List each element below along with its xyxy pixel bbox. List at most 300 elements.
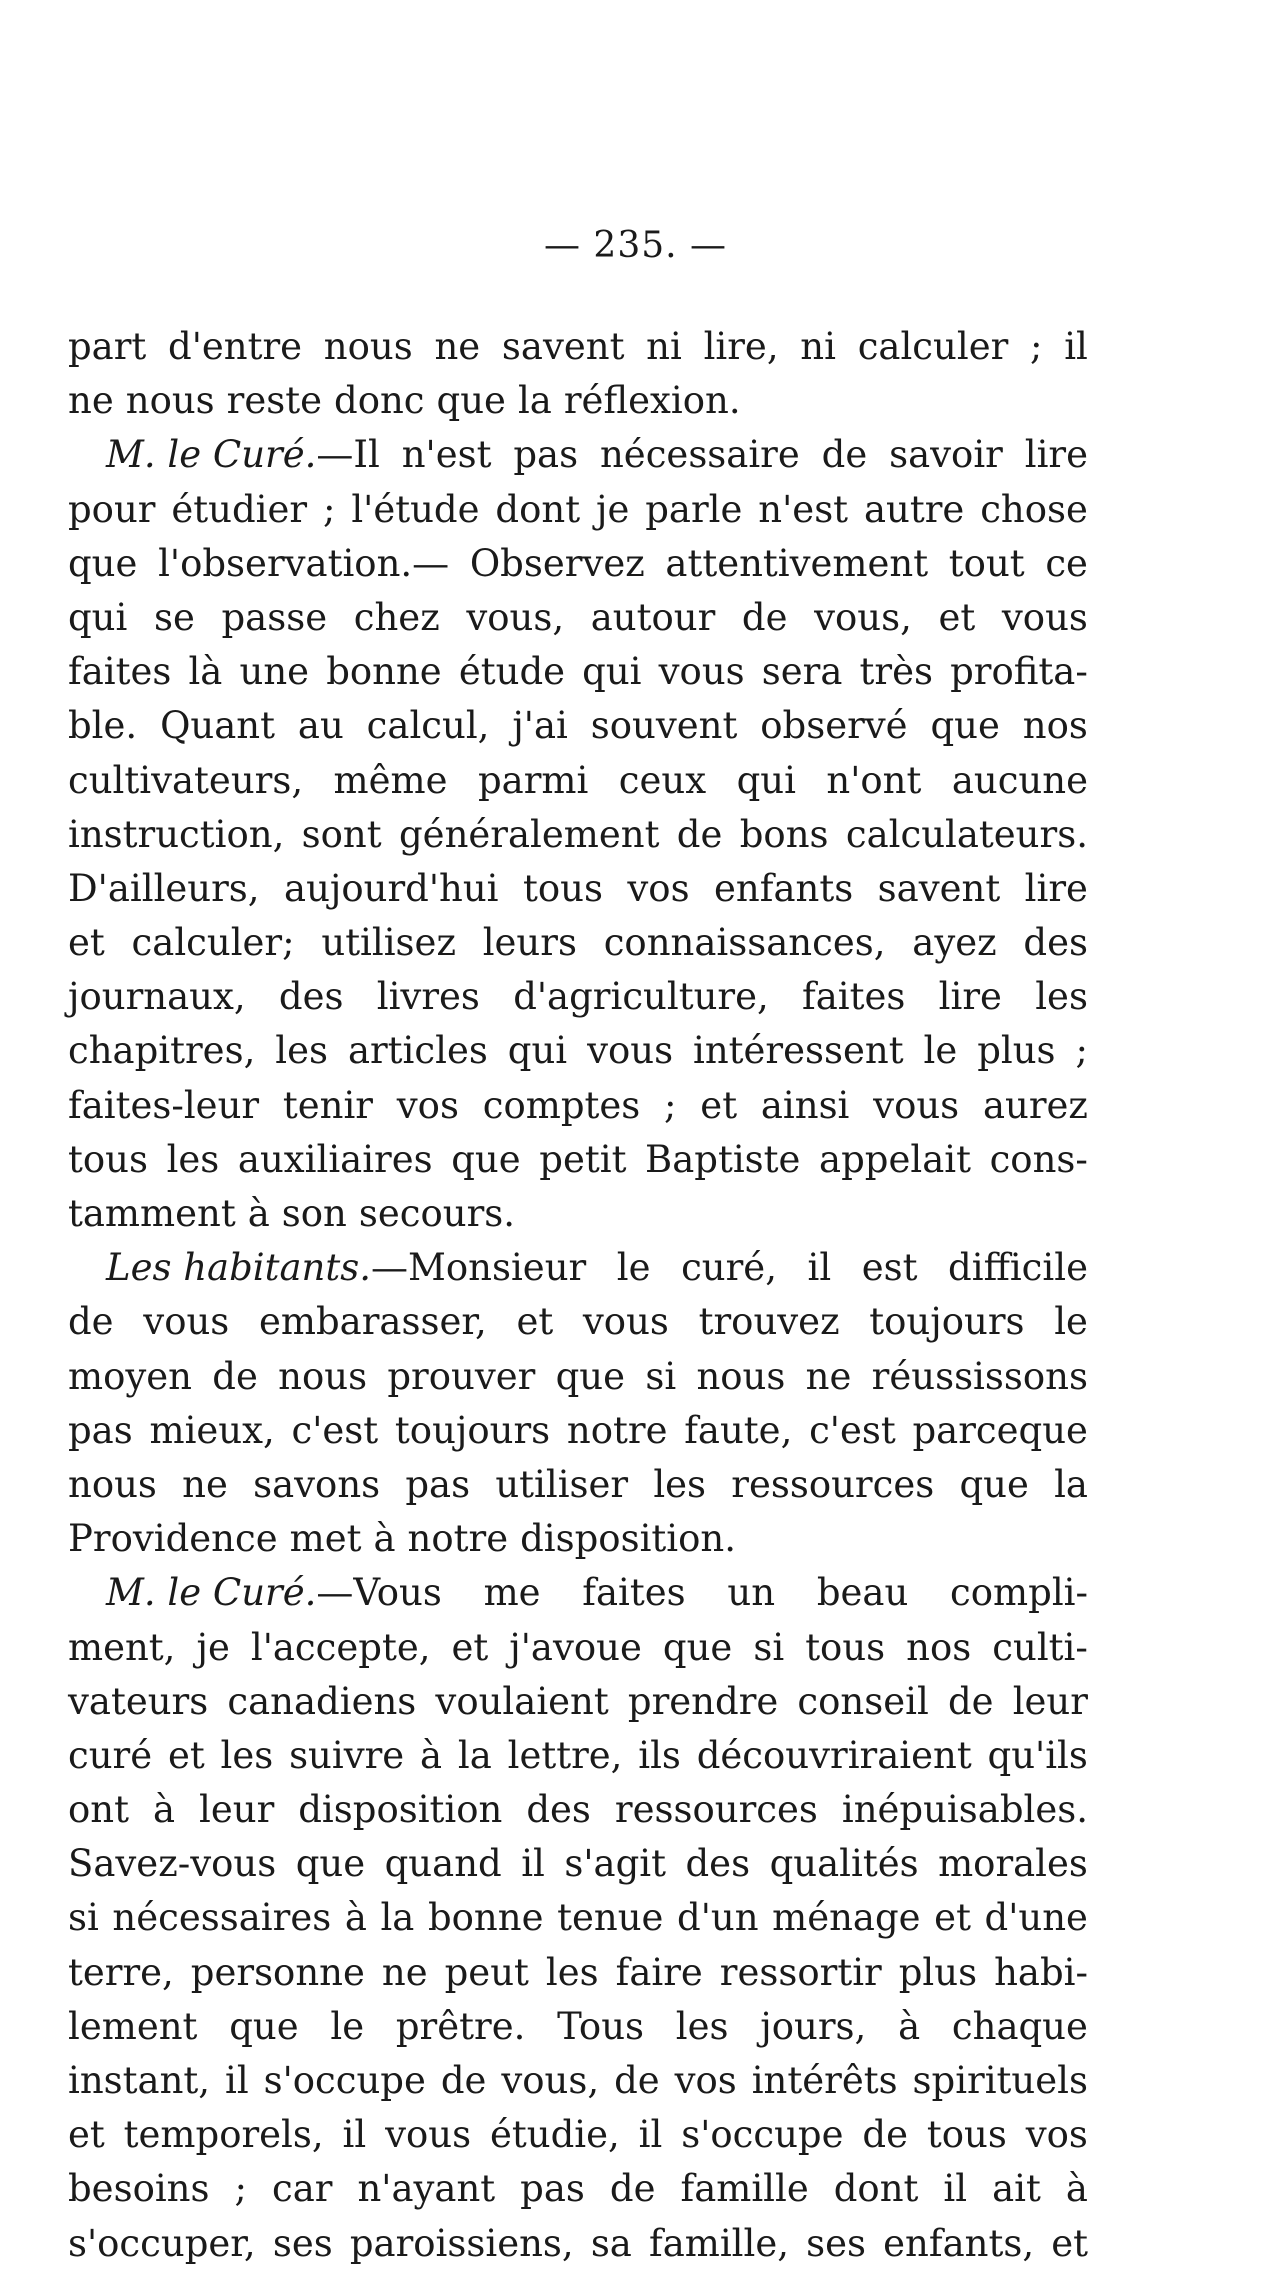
- text-line: [68, 862, 1088, 916]
- word: jours,: [760, 2004, 867, 2048]
- text-line: [68, 754, 1088, 808]
- word: mieux,: [149, 1408, 275, 1452]
- word: parceque: [912, 1408, 1088, 1452]
- word: à: [898, 2004, 921, 2048]
- word: embarasser,: [259, 1300, 487, 1344]
- word: découvriraient: [696, 1733, 972, 1777]
- word: nous: [68, 1462, 157, 1506]
- word: les: [545, 1950, 599, 1994]
- word: réflexion.: [563, 379, 741, 423]
- word: et: [1051, 2221, 1088, 2265]
- word: paroissiens,: [349, 2221, 574, 2265]
- word: il: [224, 2059, 249, 2102]
- word: ait: [992, 2167, 1041, 2211]
- word: que: [229, 2004, 299, 2048]
- text-line: [68, 1458, 1088, 1512]
- word: nous: [125, 379, 215, 423]
- word: ses: [806, 2221, 867, 2265]
- word: à: [1065, 2167, 1088, 2211]
- word: intérêts: [751, 2059, 898, 2102]
- word: souvent: [590, 704, 738, 748]
- word: Savez-vous: [68, 1842, 277, 1886]
- word: lire,: [703, 325, 779, 368]
- word: ceux: [618, 758, 707, 802]
- word: qui: [68, 595, 128, 639]
- word: que: [436, 379, 506, 423]
- word: intéressent: [693, 1029, 904, 1073]
- word: l'observation.—: [158, 541, 450, 585]
- word: ;: [664, 1083, 677, 1127]
- text-line: [68, 1187, 1088, 1241]
- word: notre: [566, 1408, 668, 1452]
- word: n'ayant: [357, 2167, 496, 2211]
- word: à: [373, 1517, 396, 1561]
- word: cons-: [989, 1137, 1088, 1181]
- word: si: [645, 1354, 677, 1398]
- word: il: [342, 2113, 367, 2157]
- word: —Monsieur: [371, 1246, 587, 1290]
- text-line: [68, 1350, 1088, 1404]
- word: petit: [539, 1137, 627, 1181]
- word: le: [1054, 1300, 1088, 1344]
- word: ainsi: [760, 1083, 850, 1127]
- word: généralement: [398, 812, 660, 856]
- word: —Il: [316, 433, 380, 477]
- word: un: [727, 1571, 776, 1615]
- word: disposition: [298, 1788, 503, 1832]
- word: que: [662, 1625, 733, 1669]
- word: il: [521, 1842, 545, 1886]
- word: et: [68, 2113, 105, 2157]
- word: observé: [760, 704, 908, 748]
- word: de: [440, 2059, 487, 2102]
- word: sont: [301, 812, 382, 856]
- word: vous: [143, 1300, 230, 1344]
- word: les: [675, 2004, 729, 2048]
- word: de: [614, 2059, 660, 2102]
- word: tous: [805, 1625, 886, 1669]
- word: qu'ils: [987, 1733, 1088, 1777]
- word: de: [68, 1300, 114, 1344]
- word: ;: [234, 2167, 247, 2211]
- word: de: [741, 595, 788, 639]
- word: pas: [520, 2167, 585, 2211]
- word: vous: [1001, 595, 1088, 639]
- page-number: — 235. —: [543, 225, 728, 266]
- word: quand: [384, 1842, 502, 1886]
- word: bonne: [326, 650, 442, 694]
- word: lire: [1024, 433, 1088, 477]
- word: passe: [221, 595, 328, 639]
- word: tous: [522, 866, 603, 910]
- text-line: [68, 2217, 1088, 2271]
- word: instant,: [68, 2059, 211, 2102]
- word: toujours: [394, 1408, 551, 1452]
- word: ne: [805, 1354, 852, 1398]
- word: la: [380, 1896, 415, 1940]
- text-line: [68, 537, 1088, 591]
- word: vos: [1025, 2113, 1088, 2157]
- word: curé: [68, 1733, 153, 1777]
- word: dont: [833, 2167, 919, 2211]
- word: vous: [587, 1029, 674, 1073]
- word: je: [595, 487, 630, 531]
- text-line: [68, 1729, 1088, 1783]
- text-line: [68, 2054, 1088, 2108]
- word: aurez: [982, 1083, 1088, 1127]
- word: qui: [582, 650, 642, 694]
- word: plus: [977, 1029, 1056, 1073]
- word: articles: [347, 1029, 488, 1073]
- word: c'est: [291, 1408, 379, 1452]
- word: toujours: [869, 1300, 1025, 1344]
- word: autour: [590, 595, 716, 639]
- word: faites: [68, 650, 172, 694]
- text-line: [68, 374, 1088, 428]
- word: il: [1064, 325, 1088, 368]
- word: auxiliaires: [237, 1137, 433, 1181]
- word: se: [153, 595, 195, 639]
- word: très: [859, 650, 933, 694]
- word: ils: [638, 1733, 681, 1777]
- word: ;: [1075, 1029, 1088, 1073]
- word: vous: [873, 1083, 960, 1127]
- word: sa: [590, 2221, 632, 2265]
- word: il: [943, 2167, 968, 2211]
- word: nécessaires: [112, 1896, 332, 1940]
- word: une: [239, 650, 310, 694]
- word: étude: [458, 650, 566, 694]
- text-line: [68, 1295, 1088, 1349]
- word: son: [281, 1192, 347, 1235]
- word: la: [1054, 1462, 1088, 1506]
- word: là: [188, 650, 223, 694]
- word: met: [289, 1517, 362, 1561]
- word: faites: [582, 1571, 686, 1615]
- word: spirituels: [912, 2059, 1088, 2102]
- text-line: [68, 1783, 1088, 1837]
- word: si: [68, 1896, 99, 1940]
- word: étudier: [171, 487, 308, 531]
- word: Tous: [557, 2004, 645, 2048]
- word: de: [862, 2113, 908, 2157]
- word: famille: [680, 2167, 809, 2211]
- word: compli-: [950, 1571, 1088, 1615]
- word: ne: [182, 1462, 228, 1506]
- word: vos: [674, 2059, 737, 2102]
- word: ;: [322, 487, 336, 531]
- word: ressources: [614, 1788, 818, 1832]
- word: prêtre.: [395, 2004, 526, 2048]
- word: ayez: [912, 921, 997, 965]
- word: à: [247, 1192, 270, 1235]
- text-line: [68, 1024, 1088, 1078]
- word: l'étude: [351, 487, 480, 531]
- word: que: [959, 1462, 1029, 1506]
- word: personne: [190, 1950, 365, 1994]
- word: que: [68, 541, 138, 585]
- word: utiliser: [495, 1462, 629, 1506]
- word: tenir: [282, 1083, 373, 1127]
- word: curé,: [681, 1246, 777, 1290]
- word: vos: [396, 1083, 459, 1127]
- word: ressortir: [719, 1950, 882, 1994]
- word: les: [653, 1462, 707, 1506]
- word: instruction,: [68, 812, 285, 856]
- word: vous,: [501, 2059, 600, 2102]
- word: je: [196, 1625, 230, 1669]
- word: que: [555, 1354, 626, 1398]
- word: j'ai: [512, 704, 568, 748]
- word: de: [947, 1679, 994, 1723]
- text-line: [68, 1079, 1088, 1133]
- word: la: [457, 1733, 492, 1777]
- word: pas: [513, 433, 579, 477]
- word: ses: [272, 2221, 333, 2265]
- word: pour: [68, 487, 156, 531]
- word: nous: [278, 1354, 368, 1398]
- word: difficile: [948, 1246, 1088, 1290]
- word: et: [700, 1083, 738, 1127]
- word: chaque: [951, 2004, 1088, 2048]
- word: disposition.: [520, 1517, 736, 1561]
- word: d'agriculture,: [513, 975, 769, 1019]
- word: faute,: [684, 1408, 793, 1452]
- word: de: [212, 1354, 258, 1398]
- word: donc: [334, 379, 425, 423]
- word: beau: [816, 1571, 909, 1615]
- word: à: [420, 1733, 443, 1777]
- word: tous: [68, 1137, 148, 1181]
- word: ménage: [772, 1896, 921, 1940]
- word: vateurs: [68, 1679, 209, 1723]
- word: savons: [253, 1462, 381, 1506]
- word: n'ont: [826, 758, 922, 802]
- word: des: [685, 1842, 751, 1886]
- word: la: [517, 379, 552, 423]
- word: profita-: [950, 650, 1088, 694]
- word: des: [1023, 921, 1088, 965]
- word: calculateurs.: [845, 812, 1088, 856]
- word: au: [297, 704, 344, 748]
- word: leur: [199, 1788, 275, 1832]
- text-line: [68, 1675, 1088, 1729]
- word: prouver: [387, 1354, 536, 1398]
- word: savent: [501, 325, 625, 368]
- word: qui: [736, 758, 796, 802]
- word: le: [923, 1029, 958, 1073]
- word: à: [152, 1788, 176, 1832]
- word: des: [278, 975, 344, 1019]
- word: ;: [1030, 325, 1043, 368]
- text-line: [68, 1837, 1088, 1891]
- word: c'est: [809, 1408, 896, 1452]
- text-line: [68, 2108, 1088, 2162]
- word: et: [516, 1300, 554, 1344]
- word: attentivement: [665, 541, 929, 585]
- word: journaux,: [68, 975, 246, 1019]
- word: ne: [381, 1950, 428, 1994]
- text-line: [68, 2000, 1088, 2054]
- word: pas: [68, 1408, 133, 1452]
- word: vos: [627, 866, 690, 910]
- word: trouvez: [698, 1300, 840, 1344]
- word: —Vous: [316, 1571, 442, 1615]
- word: tout: [948, 541, 1025, 585]
- word: ressources: [731, 1462, 935, 1506]
- word: prendre: [627, 1679, 779, 1723]
- text-line: [68, 1891, 1088, 1945]
- word: le: [330, 2004, 365, 2048]
- word: secours.: [358, 1192, 516, 1235]
- word: ont: [68, 1788, 129, 1832]
- word: que: [451, 1137, 521, 1181]
- word-group: [106, 1566, 442, 1620]
- word: bonne: [427, 1896, 544, 1940]
- text-line: [68, 1946, 1088, 2000]
- word: lettre,: [507, 1733, 623, 1777]
- text-line: [68, 916, 1088, 970]
- text-line: [68, 1133, 1088, 1187]
- word: cultivateurs,: [68, 758, 304, 802]
- word: autre: [863, 487, 965, 531]
- word: n'est: [401, 433, 492, 477]
- word: plus: [898, 1950, 978, 1994]
- word: réussissons: [871, 1354, 1088, 1398]
- word: les: [220, 1733, 274, 1777]
- word: et: [451, 1625, 489, 1669]
- word: voulaient: [435, 1679, 609, 1723]
- word: savoir: [889, 433, 1003, 477]
- word: d'entre: [168, 325, 303, 368]
- word: faites: [802, 975, 906, 1019]
- word: culti-: [992, 1625, 1088, 1669]
- word: les: [275, 1029, 328, 1073]
- word: ni: [646, 325, 682, 368]
- word: est: [861, 1246, 918, 1290]
- word: besoins: [68, 2167, 210, 2211]
- word: livres: [376, 975, 480, 1019]
- word: les: [166, 1137, 220, 1181]
- word: le: [616, 1246, 651, 1290]
- word: de: [821, 433, 868, 477]
- word: aucune: [951, 758, 1088, 802]
- text-line: [68, 2162, 1088, 2216]
- text-line: [68, 1404, 1088, 1458]
- text-line: [68, 591, 1088, 645]
- word-group: [106, 1241, 586, 1295]
- word: calculer;: [131, 921, 295, 965]
- word: Providence: [68, 1517, 278, 1561]
- word: bons: [739, 812, 829, 856]
- word: aujourd'hui: [284, 866, 499, 910]
- word: lire: [1024, 866, 1088, 910]
- word: s'agit: [564, 1842, 666, 1886]
- word: comptes: [482, 1083, 641, 1127]
- word: canadiens: [227, 1679, 417, 1723]
- word: savent: [877, 866, 1001, 910]
- word: qui: [507, 1029, 568, 1073]
- word: et: [934, 1896, 971, 1940]
- word: qualités: [769, 1842, 919, 1886]
- word: dont: [495, 487, 581, 531]
- word: utilisez: [321, 921, 456, 965]
- word: lement: [68, 2004, 198, 2048]
- word: d'un: [677, 1896, 759, 1940]
- word: s'occupe: [681, 2113, 844, 2157]
- word: notre: [407, 1517, 509, 1561]
- word: vous: [385, 2113, 472, 2157]
- word: parmi: [477, 758, 589, 802]
- word: Baptiste: [645, 1137, 801, 1181]
- word: conseil: [797, 1679, 929, 1723]
- word: suivre: [289, 1733, 405, 1777]
- word: calculer: [857, 325, 1009, 368]
- word: ni: [800, 325, 836, 368]
- word: il: [807, 1246, 832, 1290]
- word: ble.: [68, 704, 138, 748]
- word: étudie,: [489, 2113, 620, 2157]
- word: lire: [938, 975, 1002, 1019]
- text-line: [68, 428, 1088, 482]
- text-line: [68, 1512, 1088, 1566]
- word: Quant: [160, 704, 275, 748]
- word: D'ailleurs,: [68, 866, 260, 910]
- word: reste: [226, 379, 323, 423]
- word: parle: [645, 487, 743, 531]
- word: d'une: [984, 1896, 1088, 1940]
- word: leurs: [482, 921, 577, 965]
- word: ment,: [68, 1625, 176, 1669]
- word: que: [295, 1842, 366, 1886]
- text-line: [68, 1621, 1088, 1675]
- word-group: [106, 428, 380, 482]
- word: vous: [658, 650, 745, 694]
- word: morales: [938, 1842, 1088, 1886]
- word: chose: [980, 487, 1088, 531]
- word: leur: [1012, 1679, 1088, 1723]
- word: s'occupe: [263, 2059, 426, 2102]
- word: vous: [582, 1300, 669, 1344]
- word: inépuisables.: [841, 1788, 1088, 1832]
- word: car: [271, 2167, 333, 2211]
- word: nous: [323, 325, 413, 368]
- speaker-name: Les habitants.: [106, 1246, 371, 1290]
- speaker-name: M. le Curé.: [106, 433, 317, 477]
- word: tamment: [68, 1192, 236, 1235]
- word: temporels,: [123, 2113, 324, 2157]
- word: à: [344, 1896, 367, 1940]
- word: peut: [444, 1950, 529, 1994]
- text-line: [68, 320, 1088, 374]
- word: Observez: [469, 541, 645, 585]
- text-line: [68, 808, 1088, 862]
- text-line: [68, 645, 1088, 699]
- word: vous,: [814, 595, 912, 639]
- word: l'accepte,: [250, 1625, 431, 1669]
- word: n'est: [758, 487, 849, 531]
- word: famille,: [649, 2221, 789, 2265]
- word: pas: [405, 1462, 471, 1506]
- word: part: [68, 325, 147, 368]
- word: enfants,: [883, 2221, 1035, 2265]
- word: moyen: [68, 1354, 192, 1398]
- word: des: [526, 1788, 591, 1832]
- word: de: [609, 2167, 656, 2211]
- word: appelait: [819, 1137, 971, 1181]
- word: il: [638, 2113, 663, 2157]
- word: nous: [696, 1354, 786, 1398]
